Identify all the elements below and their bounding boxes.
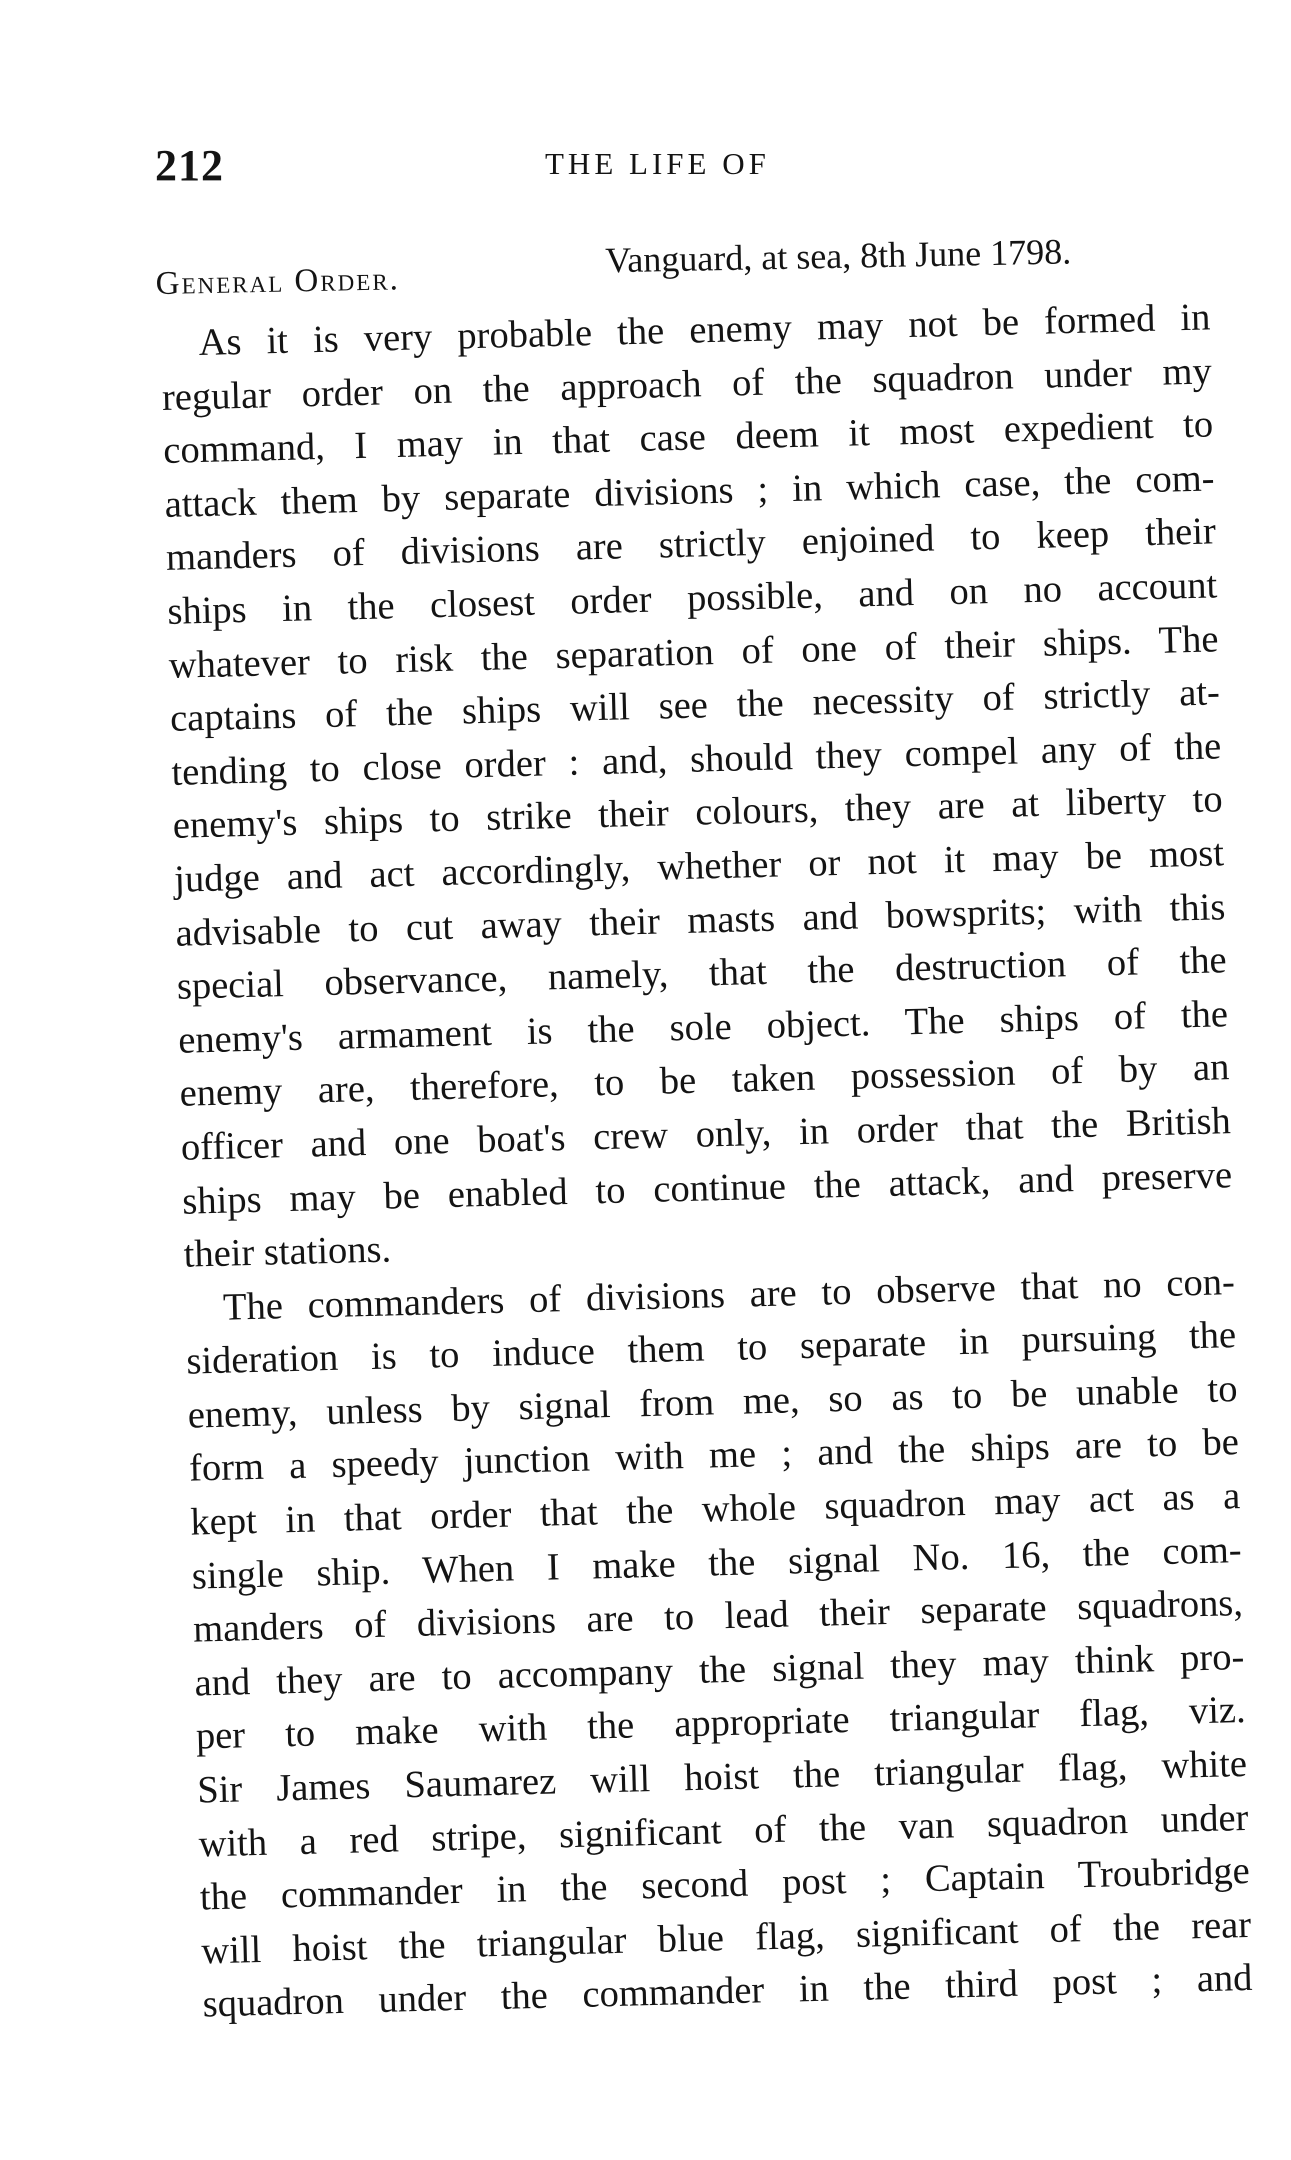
text-line: special observance, namely, that the destruction of the xyxy=(176,939,1228,1008)
text-line: As it is very probable the enemy may not be formed in xyxy=(198,296,1211,365)
text-line: the commander in the second post ; Captain Troubridge xyxy=(199,1850,1251,1919)
text-line: sideration is to induce them to separate in pursuing the xyxy=(185,1314,1237,1383)
text-line: whatever to risk the separation of one of their ships. The xyxy=(168,617,1219,687)
text-line: manders of divisions are strictly enjoined to keep their xyxy=(165,510,1217,580)
text-line: single ship. When I make the signal No. 16, the com- xyxy=(191,1528,1243,1598)
text-line: captains of the ships will see the necessity of strictly at- xyxy=(169,671,1221,741)
text-line: enemy's armament is the sole object. The ships of the xyxy=(177,992,1229,1062)
text-line: command, I may in that case deem it most expedient to xyxy=(162,403,1214,473)
text-line: enemy, unless by signal from me, so as to be unable to xyxy=(187,1367,1238,1437)
running-head: THE LIFE OF xyxy=(545,146,770,181)
text-line: squadron under the commander in the third post ; and xyxy=(202,1957,1253,2026)
text-line: and they are to accompany the signal they may think pro- xyxy=(194,1635,1245,1705)
text-line: form a speedy junction with me ; and the ships are to be xyxy=(188,1421,1240,1491)
text-line: per to make with the appropriate triangular flag, viz. xyxy=(195,1689,1247,1758)
text-line: advisable to cut away their masts and bowsprits; with this xyxy=(175,885,1226,955)
text-line: enemy's ships to strike their colours, they are at liberty to xyxy=(172,778,1224,848)
order-place-date: Vanguard, at sea, 8th June 1798. xyxy=(604,231,1072,281)
body-text xyxy=(160,291,1253,2032)
text-line: judge and act accordingly, whether or not it may be most xyxy=(173,832,1225,901)
text-line: enemy are, therefore, to be taken possession of by an xyxy=(179,1046,1230,1116)
text-line: kept in that order that the whole squadron may act as a xyxy=(189,1475,1241,1544)
text-line: officer and one boat's crew only, in order that the British xyxy=(180,1100,1232,1169)
order-heading xyxy=(155,227,1226,302)
order-title: General Order. xyxy=(155,261,401,302)
text-line: their stations. xyxy=(183,1228,392,1276)
page-header xyxy=(155,140,1215,200)
text-line: regular order on the approach of the squadron under my xyxy=(161,350,1213,419)
text-line: ships may be enabled to continue the attack, and preserve xyxy=(181,1153,1233,1223)
text-line: tending to close order : and, should they compel any of the xyxy=(170,725,1222,794)
text-line: manders of divisions are to lead their separate squadrons, xyxy=(192,1582,1244,1651)
text-line: The commanders of divisions are to observe that no con- xyxy=(222,1260,1236,1329)
text-line: attack them by separate divisions ; in which case, the com- xyxy=(164,457,1215,526)
text-line: ships in the closest order possible, and on no account xyxy=(166,564,1218,633)
page-number: 212 xyxy=(155,141,224,190)
text-line: Sir James Saumarez will hoist the triangular flag, white xyxy=(196,1742,1248,1812)
text-line: with a red stripe, significant of the van squadron under xyxy=(198,1796,1249,1866)
text-line: will hoist the triangular blue flag, significant of the rear xyxy=(200,1903,1252,1973)
